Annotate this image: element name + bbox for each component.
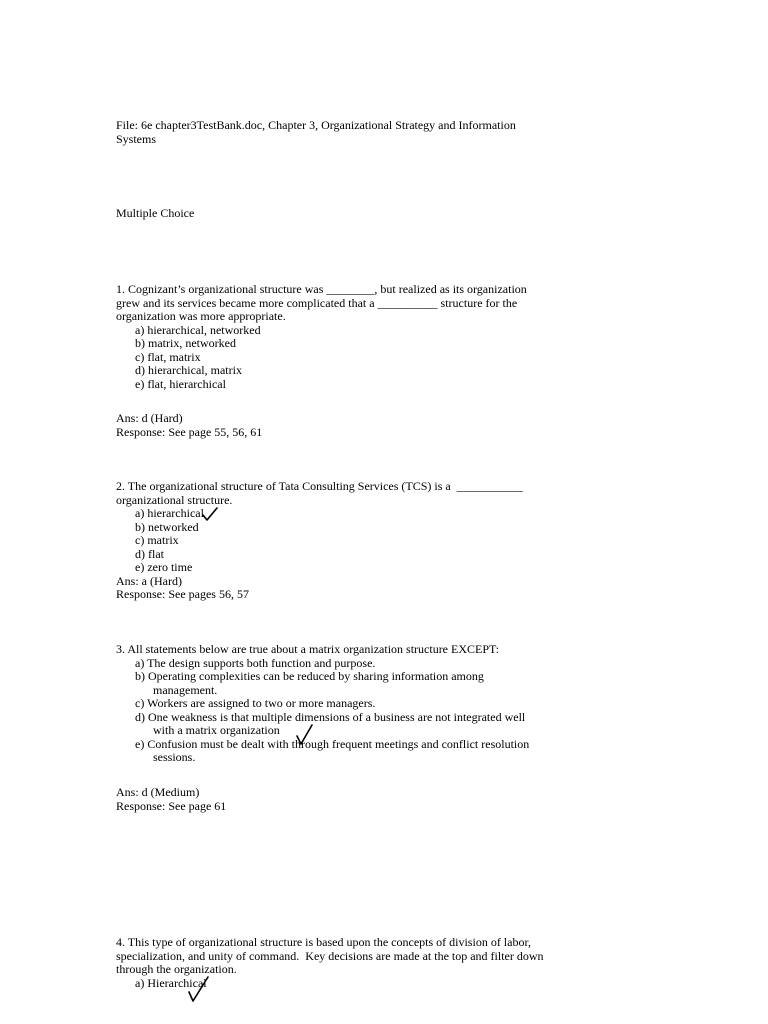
answer-key: Ans: a (Hard) [116, 573, 182, 588]
question-1-answer [116, 412, 566, 439]
question-stem-line: 1. Cognizant’s organizational structure was ________, but realized as its organization [116, 282, 527, 296]
section-title-text: Multiple Choice [116, 206, 195, 220]
answer-option-c: c) Workers are assigned to two or more managers. [135, 696, 376, 710]
answer-key: Ans: d (Hard) [116, 411, 183, 425]
answer-option-e: e) Confusion must be dealt with through frequent meetings and conflict resolution [135, 736, 530, 751]
answer-option-e-continued: sessions. [153, 750, 196, 764]
response-reference: Response: See page 61 [116, 798, 227, 813]
answer-option-a: a) Hierarchical [135, 975, 207, 990]
file-header-line: Systems [116, 131, 157, 146]
question-3-answer [116, 786, 566, 813]
answer-option-b-continued: management. [153, 682, 218, 697]
answer-option-d-continued: with a matrix organization [153, 723, 280, 737]
answer-option-d: d) One weakness is that multiple dimensions of a business are not integrated well [135, 709, 526, 724]
answer-key: Ans: d (Medium) [116, 785, 200, 799]
question-stem-line: specialization, and unity of command. Key decisions are made at the top and filter down [116, 948, 544, 963]
response-reference: Response: See page 55, 56, 61 [116, 424, 263, 439]
answer-option-b: b) networked [135, 519, 199, 534]
question-stem-line: 3. All statements below are true about a matrix organization structure EXCEPT: [116, 642, 500, 656]
answer-option-e: e) flat, hierarchical [135, 376, 226, 391]
section-title [116, 207, 566, 221]
question-4 [116, 936, 566, 990]
file-header [116, 119, 566, 146]
question-3 [116, 643, 566, 765]
answer-option-d: d) hierarchical, matrix [135, 363, 242, 377]
question-stem-line: organization was more appropriate. [116, 309, 286, 323]
question-stem-line: through the organization. [116, 962, 237, 976]
answer-option-d: d) flat [135, 546, 164, 561]
answer-option-b: b) matrix, networked [135, 336, 236, 350]
question-1 [116, 283, 566, 391]
answer-option-e: e) zero time [135, 560, 193, 574]
file-header-line: File: 6e chapter3TestBank.doc, Chapter 3, Organizational Strategy and Information [116, 118, 516, 132]
question-2 [116, 480, 566, 602]
question-stem-line: organizational structure. [116, 492, 233, 507]
answer-option-a: a) The design supports both function and purpose. [135, 655, 376, 670]
question-stem-line: grew and its services became more complicated that a __________ structure for the [116, 295, 518, 310]
answer-option-c: c) matrix [135, 533, 179, 547]
answer-option-a: a) hierarchical [135, 506, 204, 520]
answer-option-b: b) Operating complexities can be reduced by sharing information among [135, 669, 484, 683]
question-stem-line: 2. The organizational structure of Tata Consulting Services (TCS) is a ___________ [116, 479, 523, 493]
answer-option-a: a) hierarchical, networked [135, 322, 261, 337]
answer-option-c: c) flat, matrix [135, 349, 201, 364]
question-stem-line: 4. This type of organizational structure is based upon the concepts of division of labor, [116, 935, 531, 949]
response-reference: Response: See pages 56, 57 [116, 587, 249, 601]
